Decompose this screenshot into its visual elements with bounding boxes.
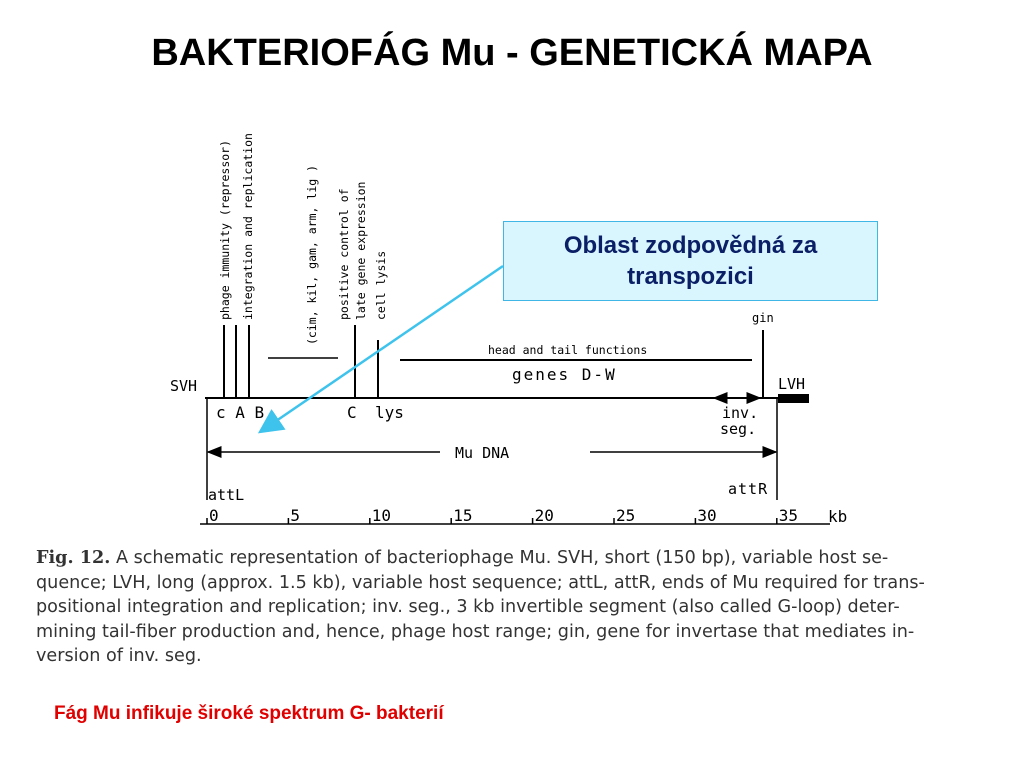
label-genes: genes D-W bbox=[512, 365, 617, 384]
label-gene-cab: c A B bbox=[216, 403, 265, 422]
label-scale-unit: kb bbox=[828, 507, 848, 526]
scale-tick-label: 10 bbox=[371, 506, 392, 525]
label-attl: attL bbox=[208, 486, 245, 504]
callout-box: Oblast zodpovědná za transpozici bbox=[503, 221, 878, 301]
label-inv: inv. bbox=[722, 404, 759, 422]
slide-title: BAKTERIOFÁG Mu - GENETICKÁ MAPA bbox=[151, 32, 873, 74]
label-head-tail: head and tail functions bbox=[488, 343, 648, 357]
label-positive-control: positive control of bbox=[337, 188, 351, 320]
label-attr: attR bbox=[728, 480, 769, 498]
lvh-block bbox=[778, 394, 809, 403]
label-svh: SVH bbox=[170, 377, 198, 395]
scale-tick-label: 25 bbox=[616, 506, 636, 525]
label-cell-lysis: cell lysis bbox=[374, 250, 388, 320]
label-gene-lys: lys bbox=[375, 403, 404, 422]
scale-tick-label: 35 bbox=[778, 506, 799, 525]
label-seg: seg. bbox=[720, 420, 757, 438]
scale-tick-label: 20 bbox=[534, 506, 554, 525]
scale-tick-label: 30 bbox=[697, 506, 717, 525]
footer-note: Fág Mu infikuje široké spektrum G- bakterií bbox=[54, 703, 444, 724]
caption-text: A schematic representation of bacteriophage Mu. SVH, short (150 bp), variable host se- quence; LVH, long (approx. 1.5 kb), variable host sequence; attL, attR, ends of Mu required for trans- positional integration and replication; inv. seg., 3 kb invertible segment (also called G-loop) deter- mining tail-fiber production and, hence, phage host range; gin, gene for invertase that mediates in- version of inv. seg. bbox=[36, 548, 925, 666]
label-gene-c: C bbox=[347, 403, 357, 422]
figure-caption bbox=[36, 546, 986, 669]
label-lvh: LVH bbox=[778, 375, 806, 393]
label-integration: integration and replication bbox=[241, 133, 255, 320]
scale-ticks bbox=[207, 506, 798, 525]
scale-tick-label: 5 bbox=[290, 506, 301, 525]
label-late-gene: late gene expression bbox=[354, 181, 368, 320]
label-gin: gin bbox=[752, 311, 774, 325]
caption-fig-label: Fig. 12. bbox=[36, 547, 111, 568]
scale-tick-label: 0 bbox=[209, 506, 219, 525]
label-phage-immunity: phage immunity (repressor) bbox=[218, 139, 232, 320]
label-mu-dna: Mu DNA bbox=[455, 444, 510, 462]
label-cim-group: (cim, kil, gam, arm, lig ) bbox=[305, 164, 319, 345]
scale-tick-label: 15 bbox=[453, 506, 473, 525]
